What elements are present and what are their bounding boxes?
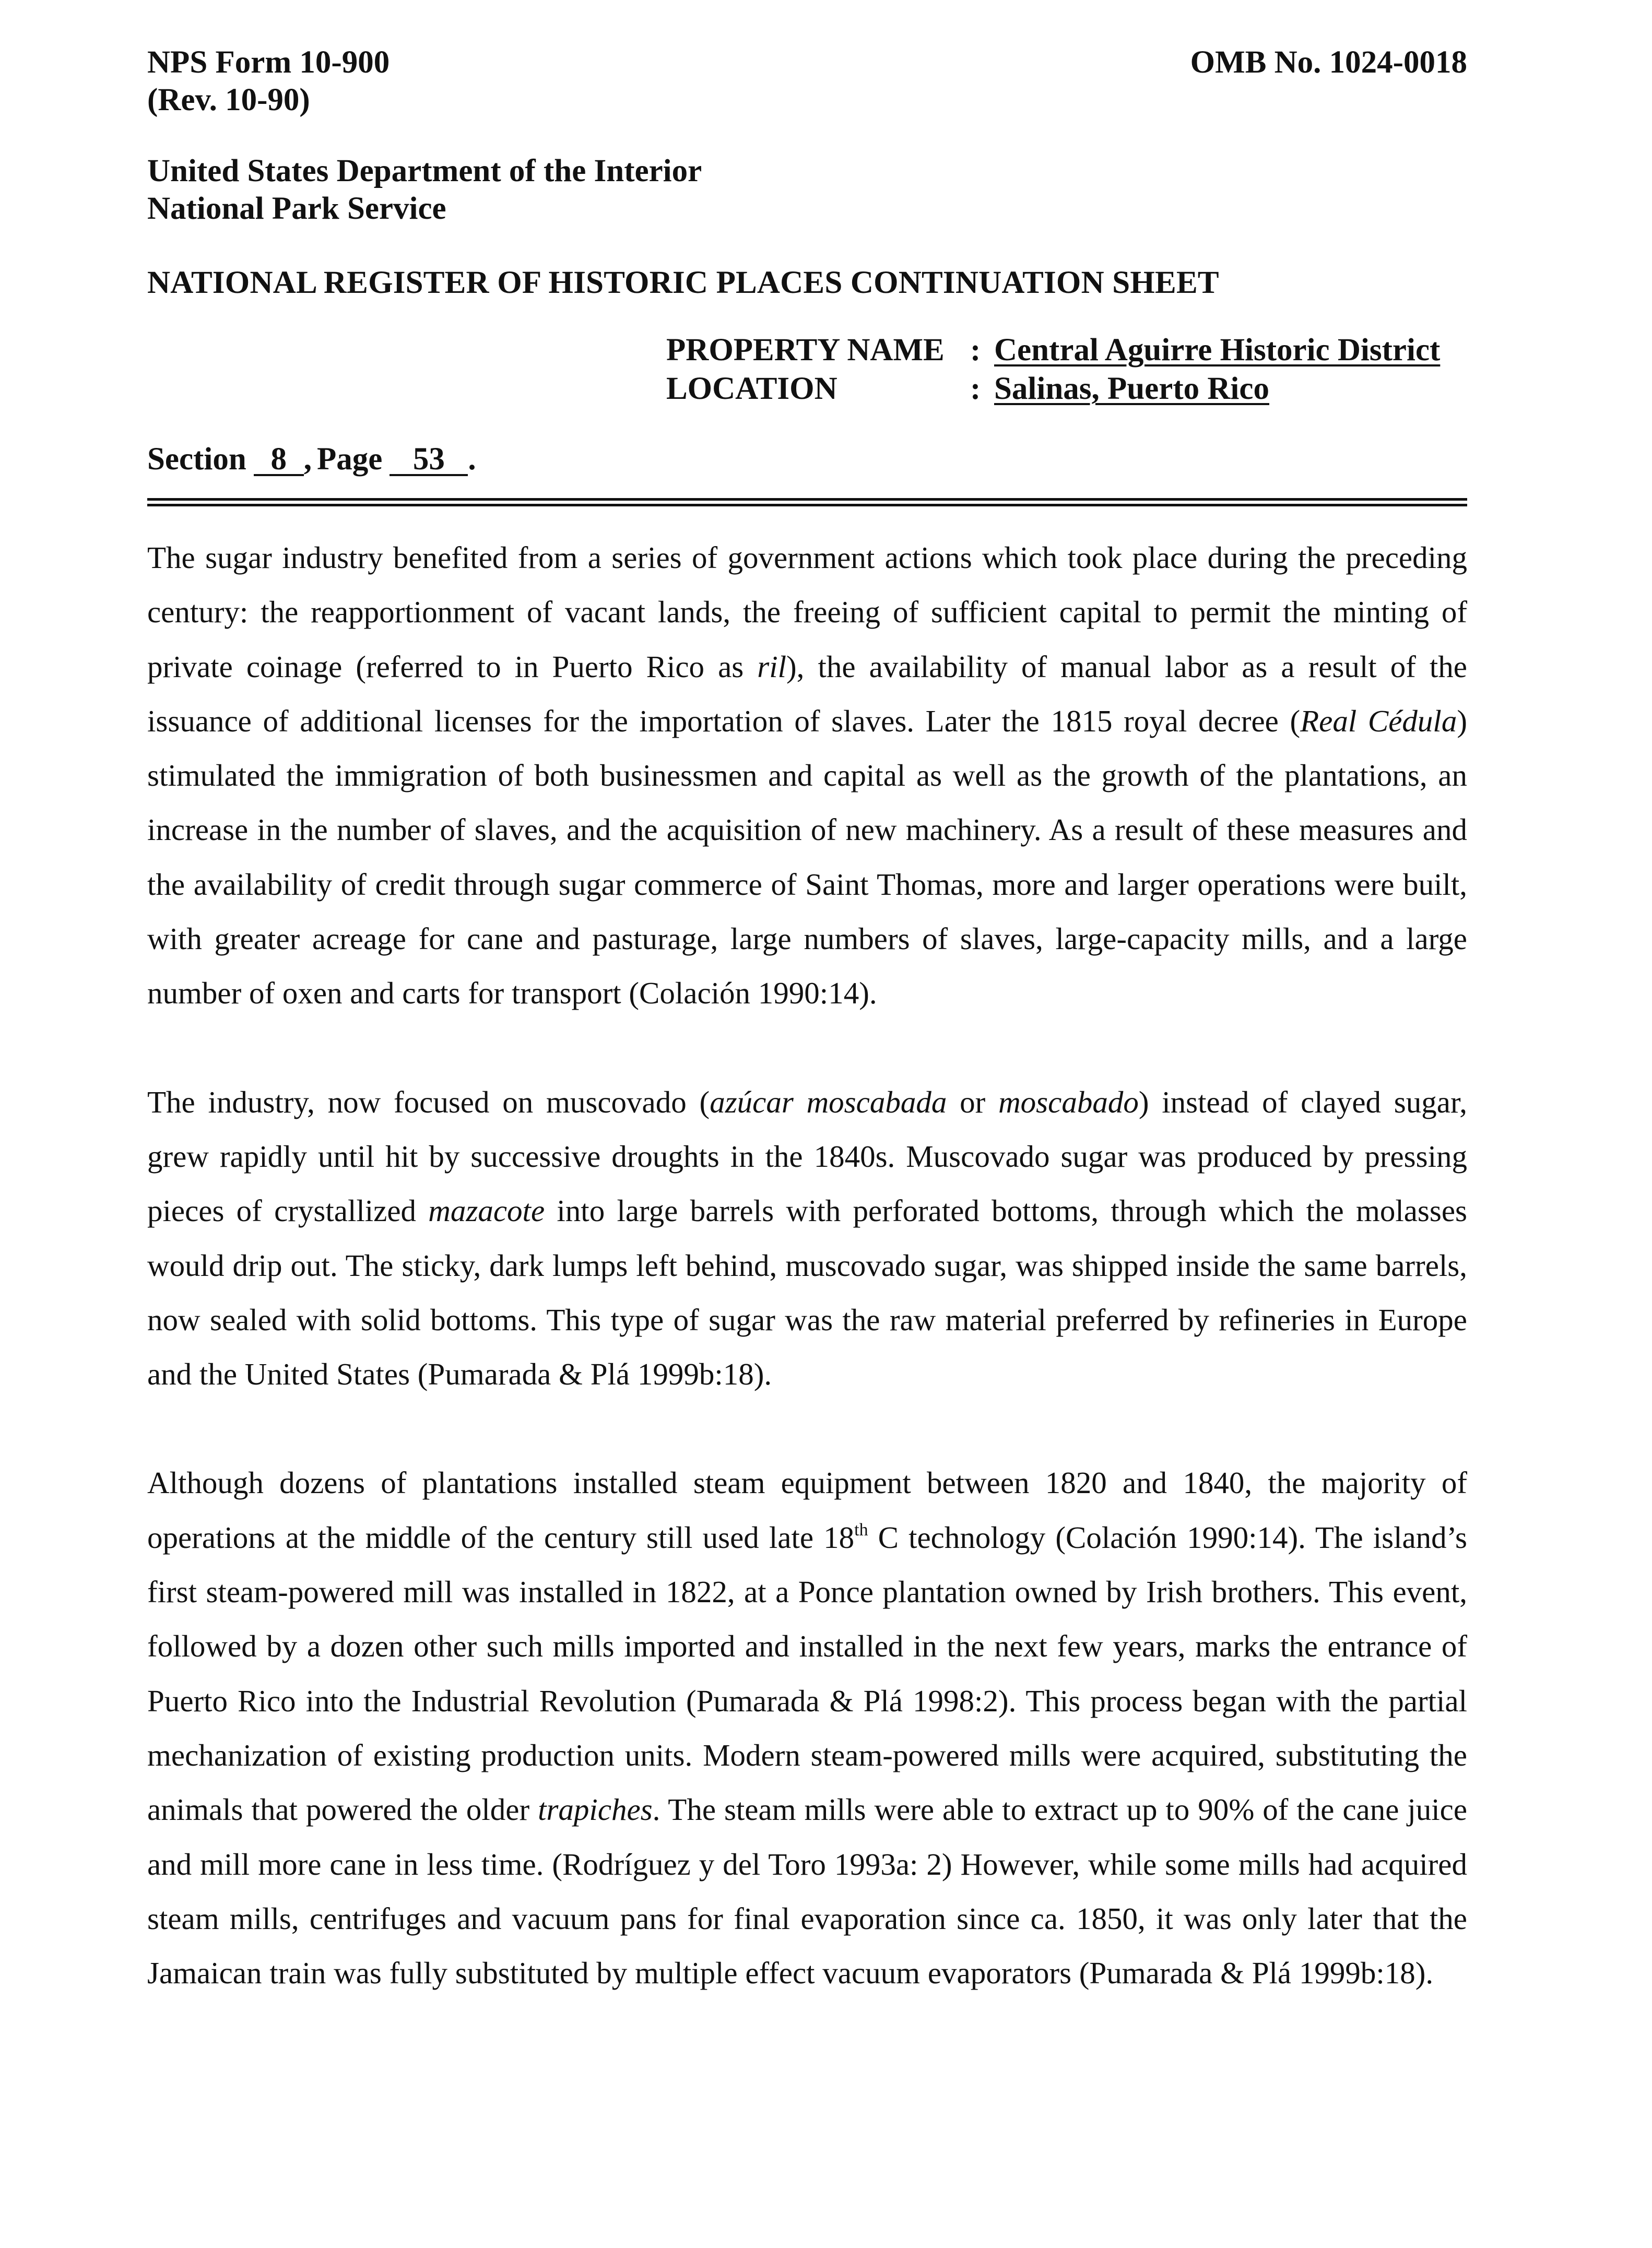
text-run: into large barrels with perforated bottoms, through which the molasses would drip out. The sticky, dark lumps left behind, muscovado sugar, was shipped inside the same barrels, now sealed with solid bottoms. This type of sugar was the raw material preferred by refineries in Europe and the United States (Pumarada & Plá 1999b:18).: [147, 1193, 1467, 1392]
section-label: Section: [147, 442, 246, 477]
page-number: 53: [390, 445, 468, 476]
italic-term: mazacote: [428, 1193, 545, 1228]
italic-term: azúcar moscabada: [710, 1084, 947, 1119]
paragraph-3: [147, 1456, 1467, 2000]
location-label: LOCATION: [666, 371, 837, 406]
text-run: The industry, now focused on muscovado (: [147, 1084, 710, 1119]
property-info: [666, 331, 1473, 408]
text-run: The sugar industry benefited from a series of government actions which took place during the preceding century: the reapportionment of vacant lands, the freeing of sufficient capital to permit the minting of private coinage (referred to in Puerto Rico as: [147, 540, 1467, 684]
omb-number: OMB No. 1024-0018: [1190, 45, 1467, 80]
italic-term: ril: [757, 649, 787, 684]
continuation-sheet-page: [147, 44, 1473, 2000]
location-colon: :: [970, 371, 981, 406]
location-value: Salinas, Puerto Rico: [994, 371, 1269, 406]
property-name-colon: :: [970, 333, 981, 368]
form-number: NPS Form 10-900: [147, 45, 390, 80]
agency-block: [147, 152, 1473, 228]
text-run: C technology (Colación 1990:14). The island’s first steam-powered mill was installed in 1822, at a Ponce plantation owned by Irish brothers. This event, followed by a dozen other such mills imported and installed in the next few years, marks the entrance of Puerto Rico into the Industrial Revolution (Pumarada & Plá 1998:2). This process began with the partial mechanization of existing production units. Modern steam-powered mills were acquired, substituting the animals that powered the older: [147, 1520, 1467, 1827]
property-name-value: Central Aguirre Historic District: [994, 333, 1441, 368]
section-comma: ,: [303, 442, 312, 477]
sheet-title: NATIONAL REGISTER OF HISTORIC PLACES CONTINUATION SHEET: [147, 265, 1219, 300]
section-number: 8: [254, 445, 304, 476]
italic-term: moscabado: [998, 1084, 1139, 1119]
form-identifier: [147, 44, 390, 119]
text-run: Although dozens of plantations installed steam equipment between 1820 and 1840, the majority of operations at the middle of the century still used late 18: [147, 1465, 1467, 1555]
text-run: . The steam mills were able to extract up to 90% of the cane juice and mill more cane in less time. (Rodríguez y del Toro 1993a: 2) However, while some mills had acquired steam mills, centrifuges and vacuum pans for final evaporation since ca. 1850, it was only later that the Jamaican train was fully substituted by multiple effect vacuum evaporators (Pumarada & Plá 1999b:18).: [147, 1792, 1468, 1991]
service-name: National Park Service: [147, 191, 446, 226]
form-revision: (Rev. 10-90): [147, 82, 310, 117]
property-name-label: PROPERTY NAME: [666, 333, 945, 368]
italic-term: Real Cédula: [1300, 703, 1457, 738]
section-page-line: [147, 441, 1473, 478]
page-label: Page: [317, 442, 383, 477]
body-text: [147, 530, 1467, 2000]
double-rule-divider: [147, 498, 1467, 506]
page-period: .: [468, 442, 476, 477]
text-run: or: [947, 1084, 999, 1119]
text-run: ) instead of clayed sugar, grew rapidly until hit by successive droughts in the 1840s. Muscovado sugar was produced by pressing pieces of crystallized: [147, 1084, 1467, 1228]
text-run: ) stimulated the immigration of both businessmen and capital as well as the growth of the plantations, an increase in the number of slaves, and the acquisition of new machinery. As a result of these measures and the availability of credit through sugar commerce of Saint Thomas, more and larger operations were built, with greater acreage for cane and pasturage, large numbers of slaves, large-capacity mills, and a large number of oxen and carts for transport (Colación 1990:14).: [147, 703, 1467, 1011]
text-run: ), the availability of manual labor as a result of the issuance of additional licenses for the importation of slaves. Later the 1815 royal decree (: [147, 649, 1467, 738]
department-name: United States Department of the Interior: [147, 153, 702, 188]
paragraph-1: [147, 530, 1467, 1021]
italic-term: trapiches: [538, 1792, 653, 1827]
paragraph-2: [147, 1075, 1467, 1402]
form-header: [147, 44, 1473, 119]
ordinal-superscript: th: [854, 1520, 868, 1540]
